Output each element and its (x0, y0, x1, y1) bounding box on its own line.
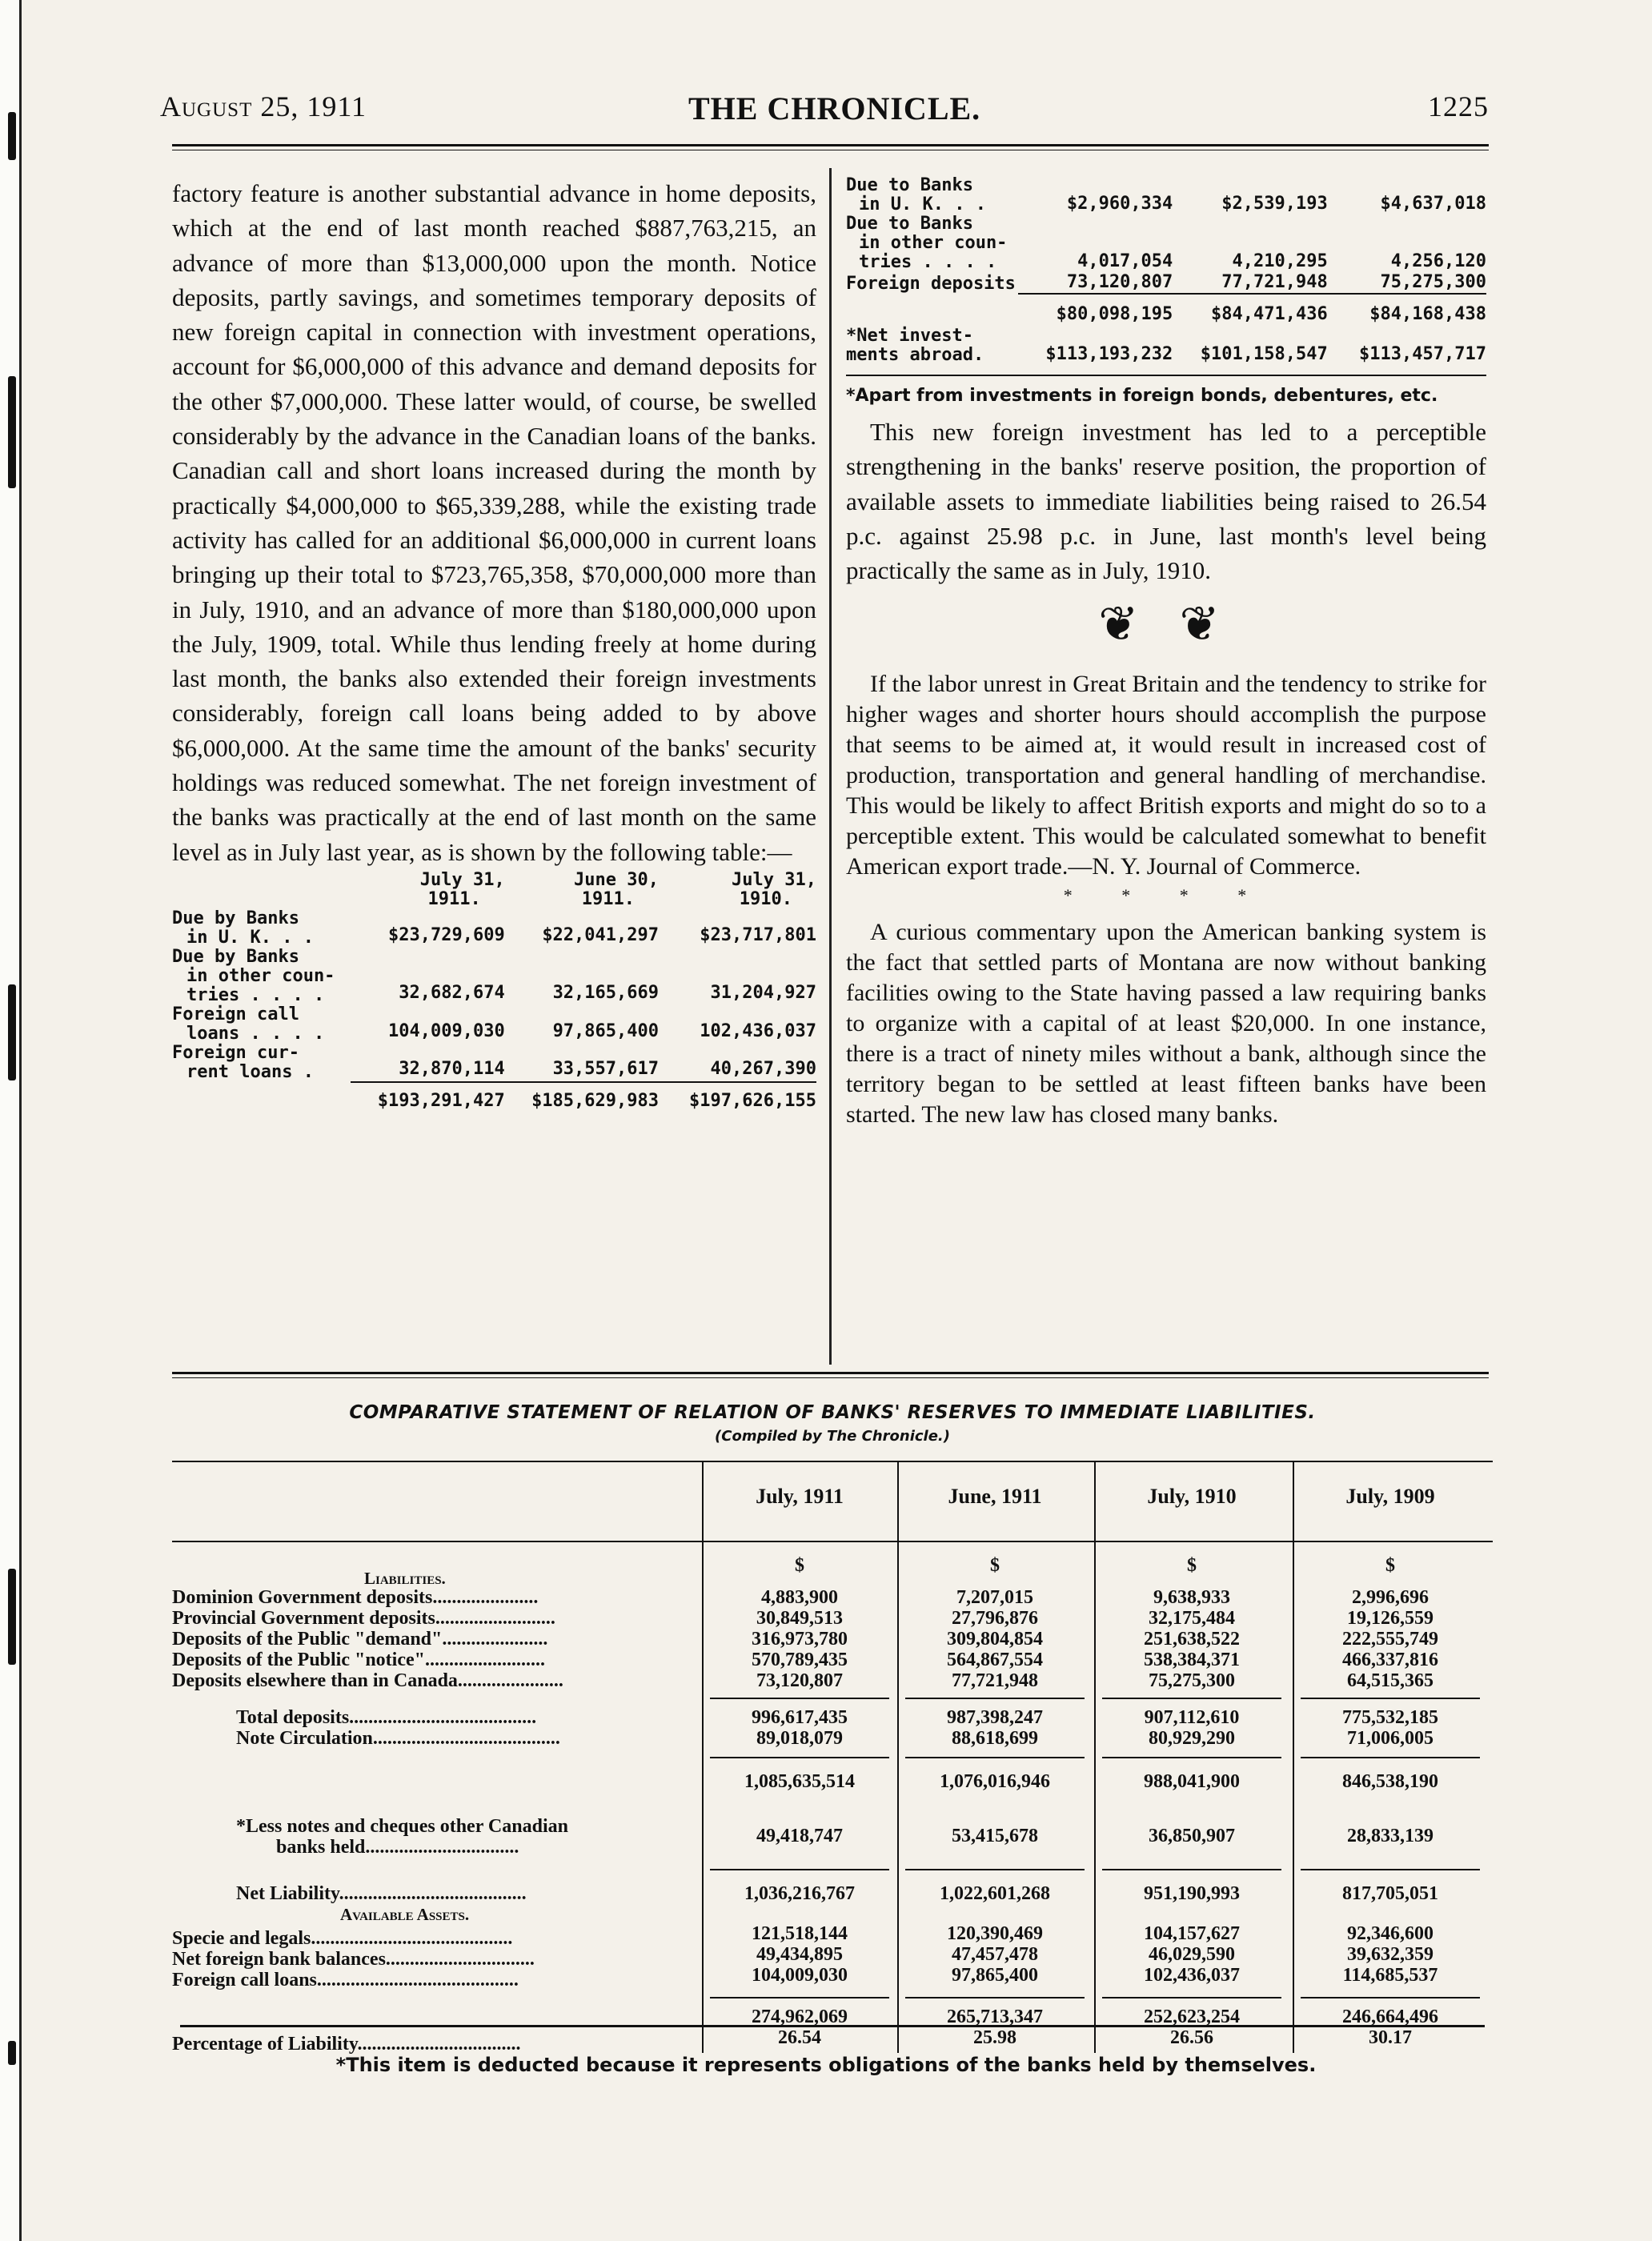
section-ornament: ❦ ❦ (1098, 598, 1234, 651)
table-cell: 775,532,185 (1342, 1707, 1438, 1728)
table-cell: 4,883,900 (761, 1587, 838, 1608)
subtotal-cell: 846,538,190 (1342, 1771, 1438, 1792)
right-column (846, 176, 1486, 1130)
row-label-line: Due by Banks (172, 946, 299, 967)
row-label: Dominion Government deposits...................... (172, 1587, 539, 1608)
table-cell: 251,638,522 (1144, 1629, 1240, 1650)
table-cell: 31,204,927 (710, 982, 816, 1003)
row-label (172, 948, 351, 1005)
row-label-line: Due to Banks (846, 175, 973, 195)
subtotal-rule (905, 1997, 1085, 1998)
table-cell: 88,618,699 (952, 1728, 1038, 1749)
row-label: Total deposits....................................... (236, 1707, 537, 1728)
subtotal-rule (710, 1698, 889, 1699)
table-row (846, 214, 1486, 272)
foreign-deposits-table (846, 176, 1486, 376)
column-header: July, 1909 (1345, 1485, 1435, 1508)
article-text: factory feature is another substantial advance in home deposits, which at the end of last month reached $887,763,215, an advance of more than $13,000,000 upon the month. Notice deposits, partly savings, and sometimes temporary deposits of new foreign capital in connection with investment operations, account for $6,000,000 of this advance and demand deposits for the other $7,000,000. These latter would, of course, be swelled considerably by the advance in the Canadian loans of the banks. Canadian call and short loans increased during the month by practically $4,000,000 to $65,339,288, while the existing trade activity has called for an additional $6,000,000 in current loans bringing up their total to $723,765,358, $70,000,000 more than in July, 1910, and an advance of more than $180,000,000 upon the July, 1909, total. While thus lending freely at home during last month, the banks also extended their foreign investments considerably, foreign call loans being added to by above $6,000,000. At the same time the amount of the banks' security holdings was reduced somewhat. The net foreign investment of the banks was practically at the end of last month on the same level as in July last year, as is shown by the following table:— (172, 179, 816, 866)
page-number: 1225 (1428, 90, 1489, 122)
bottom-rule (180, 2025, 1485, 2027)
column-header: July 31, 1911. (419, 869, 505, 909)
row-label-line: in other coun- (859, 233, 1008, 253)
table-cell: 49,418,747 (756, 1826, 843, 1846)
table-cell: $113,193,232 (1045, 344, 1173, 364)
section-rule (172, 1372, 1489, 1374)
row-label-line: tries . . . . (859, 252, 997, 272)
table-cell: 114,685,537 (1342, 1965, 1438, 1986)
subtotal-rule (1301, 1869, 1480, 1870)
row-label: Net foreign bank balances............................... (172, 1949, 535, 1970)
percentage-cell: 25.98 (973, 2027, 1016, 2048)
percentage-cell: 26.56 (1170, 2027, 1213, 2048)
subtotal-rule (1301, 1698, 1480, 1699)
subtotal-rule (1301, 1757, 1480, 1758)
table-cell: 4,256,120 (1390, 251, 1486, 271)
article-paragraph: This new foreign investment has led to a perceptible strengthening in the banks' reserve position, the proportion of available assets to immediate liabilities being raised to 26.54 p.c. against 25.98 p.c. in June, last month's level being practically the same as in July, 1910. (846, 418, 1486, 585)
table-cell: $101,158,547 (1200, 344, 1328, 364)
total-cell: $193,291,427 (351, 1082, 504, 1113)
table-cell: 53,415,678 (952, 1826, 1038, 1846)
row-label (846, 272, 1018, 294)
binding-mark (8, 1569, 16, 1665)
table-cell: $2,960,334 (1066, 194, 1173, 214)
table-cell: 36,850,907 (1149, 1826, 1235, 1846)
row-label-line: Due by Banks (172, 908, 299, 928)
subtotal-rule (710, 1997, 889, 1998)
total-label-blank (172, 1082, 351, 1113)
table-footnote: *Apart from investments in foreign bonds, debentures, etc. (846, 386, 1438, 406)
left-column (172, 176, 816, 1113)
column-header: July, 1910 (1147, 1485, 1237, 1508)
subtotal-rule (905, 1869, 1085, 1870)
row-label-line: loans . . . . (186, 1023, 325, 1044)
binding-edge (0, 0, 22, 2241)
row-label (846, 327, 1018, 365)
total-cell: $197,626,155 (659, 1082, 816, 1113)
currency-mark: $ (1187, 1555, 1197, 1576)
subtotal-rule (1102, 1698, 1281, 1699)
comparative-statement (172, 1393, 1493, 2069)
table-cell: 73,120,807 (756, 1670, 843, 1691)
subtotal-rule (1102, 1757, 1281, 1758)
column-header: July 31, 1910. (732, 869, 816, 909)
row-label (846, 214, 1018, 272)
net-liability-cell: 817,705,051 (1342, 1883, 1438, 1904)
row-label: Percentage of Liability.................................. (172, 2034, 521, 2055)
table-cell: 32,175,484 (1149, 1608, 1235, 1629)
table-cell: 2,996,696 (1352, 1587, 1429, 1608)
table-cell: 92,346,600 (1347, 1923, 1433, 1944)
binding-mark (8, 984, 16, 1080)
percentage-cell: 30.17 (1369, 2027, 1412, 2048)
total-assets-cell: 252,623,254 (1144, 2006, 1240, 2027)
table-row (172, 1005, 816, 1044)
table-row (172, 1044, 816, 1082)
binding-mark (8, 376, 16, 488)
table-cell: $23,729,609 (388, 924, 505, 945)
row-label (172, 1044, 351, 1082)
table-cell: 33,557,617 (552, 1058, 660, 1079)
table-cell: 28,833,139 (1347, 1826, 1433, 1846)
row-label-line: in U. K. . . (186, 927, 314, 948)
table-cell: 104,009,030 (752, 1965, 848, 1986)
row-label: banks held................................ (276, 1837, 519, 1858)
row-label: Deposits of the Public "demand"...................... (172, 1629, 548, 1650)
table-cell: 71,006,005 (1347, 1728, 1433, 1749)
table-cell: 4,017,054 (1077, 251, 1173, 271)
currency-mark: $ (1385, 1555, 1395, 1576)
section-heading: Liabilities. (364, 1569, 446, 1588)
table-cell: 120,390,469 (947, 1923, 1043, 1944)
table-cell: 538,384,371 (1144, 1650, 1240, 1670)
total-row (846, 294, 1486, 327)
table-cell: 309,804,854 (947, 1629, 1043, 1650)
row-label-line: *Net invest- (846, 326, 973, 346)
row-label-line: Due to Banks (846, 214, 973, 234)
rule-cell (846, 365, 1486, 375)
subtotal-rule (1102, 1869, 1281, 1870)
page-header (160, 90, 1489, 138)
table-cell: 121,518,144 (752, 1923, 848, 1944)
table-cell: 102,436,037 (1144, 1965, 1240, 1986)
table-cell: 9,638,933 (1153, 1587, 1230, 1608)
table-header-row (172, 871, 816, 909)
table-cell: 40,267,390 (710, 1058, 816, 1079)
section-rule-thin (172, 1377, 1489, 1378)
table-cell: 77,721,948 (952, 1670, 1038, 1691)
table-cell: 46,029,590 (1149, 1944, 1235, 1965)
total-row (172, 1082, 816, 1113)
table-cell: 19,126,559 (1347, 1608, 1433, 1629)
table-cell: 77,721,948 (1221, 272, 1328, 292)
table-row (172, 948, 816, 1005)
table-cell: 49,434,895 (756, 1944, 843, 1965)
binding-mark (8, 112, 16, 160)
subtotal-cell: 1,085,635,514 (744, 1771, 855, 1792)
table-rule (172, 1541, 1493, 1542)
column-header: June, 1911 (948, 1485, 1042, 1508)
table-cell: 564,867,554 (947, 1650, 1043, 1670)
rule-row (846, 365, 1486, 375)
table-cell: 996,617,435 (752, 1707, 848, 1728)
table-cell: $23,717,801 (700, 924, 816, 945)
table-cell: 30,849,513 (756, 1608, 843, 1629)
section-heading: Available Assets. (340, 1905, 470, 1924)
issue-date: August 25, 1911 (160, 90, 367, 122)
table-row (846, 272, 1486, 294)
total-cell: $185,629,983 (505, 1082, 659, 1113)
table-cell: 4,210,295 (1232, 251, 1328, 271)
table-cell: $4,637,018 (1380, 194, 1486, 214)
net-liability-cell: 951,190,993 (1144, 1883, 1240, 1904)
row-label-line: rent loans . (186, 1061, 314, 1082)
net-liability-cell: 1,036,216,767 (744, 1883, 855, 1904)
net-liability-cell: 1,022,601,268 (940, 1883, 1050, 1904)
row-label: Net Liability....................................... (236, 1883, 527, 1904)
statement-title: COMPARATIVE STATEMENT OF RELATION OF BANKS' RESERVES TO IMMEDIATE LIABILITIES. (349, 1402, 1316, 1423)
subtotal-cell: 988,041,900 (1144, 1771, 1240, 1792)
table-rule (172, 1461, 1493, 1462)
table-cell: 987,398,247 (947, 1707, 1043, 1728)
table-cell: $113,457,717 (1359, 344, 1486, 364)
row-label (846, 176, 1018, 214)
table-cell: 64,515,365 (1347, 1670, 1433, 1691)
table-row (846, 176, 1486, 214)
total-cell: $84,168,438 (1328, 294, 1486, 327)
row-label-line: tries . . . . (186, 984, 325, 1005)
table-cell: 7,207,015 (956, 1587, 1033, 1608)
foreign-investment-table (172, 871, 816, 1113)
column-header: June 30, 1911. (574, 869, 660, 909)
table-cell: 97,865,400 (952, 1965, 1038, 1986)
subtotal-cell: 1,076,016,946 (940, 1771, 1050, 1792)
total-cell: $80,098,195 (1018, 294, 1173, 327)
table-cell: 570,789,435 (752, 1650, 848, 1670)
table-cell: 27,796,876 (952, 1608, 1038, 1629)
row-label-line: Foreign cur- (172, 1042, 299, 1063)
subtotal-rule (905, 1757, 1085, 1758)
table-cell: 222,555,749 (1342, 1629, 1438, 1650)
table-cell: 32,165,669 (552, 982, 660, 1003)
total-assets-cell: 274,962,069 (752, 2006, 848, 2027)
column-header: July, 1911 (756, 1485, 844, 1508)
total-label-blank (846, 294, 1018, 327)
table-cell: 32,682,674 (399, 982, 505, 1003)
total-cell: $84,471,436 (1173, 294, 1327, 327)
table-cell: $2,539,193 (1221, 194, 1328, 214)
table-cell: 80,929,290 (1149, 1728, 1235, 1749)
row-label: Deposits elsewhere than in Canada...................... (172, 1670, 563, 1691)
row-label (172, 909, 351, 948)
statement-subtitle: (Compiled by The Chronicle.) (715, 1428, 950, 1445)
table-cell: 907,112,610 (1144, 1707, 1240, 1728)
table-cell: 75,275,300 (1380, 272, 1486, 292)
subtotal-rule (710, 1757, 889, 1758)
row-label: Provincial Government deposits......................... (172, 1608, 555, 1629)
row-label-line: ments abroad. (846, 345, 984, 365)
table-cell: 32,870,114 (399, 1058, 505, 1079)
row-label: *Less notes and cheques other Canadian (236, 1816, 568, 1837)
row-label-line: Foreign deposits (846, 274, 1016, 294)
currency-mark: $ (795, 1555, 804, 1576)
statement-footnote: *This item is deducted because it represents obligations of the banks held by themselves. (335, 2054, 1317, 2076)
total-assets-cell: 265,713,347 (947, 2006, 1043, 2027)
currency-mark: $ (990, 1555, 1000, 1576)
row-label (172, 1005, 351, 1044)
table-cell: 47,457,478 (952, 1944, 1038, 1965)
subtotal-rule (905, 1698, 1085, 1699)
subtotal-rule (1301, 1997, 1480, 1998)
table-cell: 73,120,807 (1066, 272, 1173, 292)
header-rule (172, 144, 1489, 146)
table-row (172, 909, 816, 948)
subtotal-rule (1102, 1997, 1281, 1998)
article-paragraph: A curious commentary upon the American banking system is the fact that settled parts of Montana are now without banking facilities owing to the State having passed a law requiring banks to organize with a capital of at least $20,000. In one instance, there is a tract of ninety miles without a bank, although since the territory began to be settled at least fifteen banks have been started. The new law has closed many banks. (846, 919, 1486, 1129)
row-label: Foreign call loans.......................................... (172, 1970, 519, 1990)
row-label: Specie and legals.......................................... (172, 1928, 513, 1949)
publication-title: THE CHRONICLE. (688, 90, 981, 126)
row-label-line: Foreign call (172, 1004, 299, 1024)
table-cell: 104,009,030 (388, 1020, 505, 1041)
table-cell: 102,436,037 (700, 1020, 816, 1041)
table-cell: 97,865,400 (552, 1020, 660, 1041)
section-divider: * * * * (1063, 885, 1269, 906)
statement-grid (172, 1461, 1493, 2069)
row-label-line: in U. K. . . (859, 194, 986, 214)
subtotal-rule (710, 1869, 889, 1870)
article-paragraph: If the labor unrest in Great Britain and the tendency to strike for higher wages and shorter hours should accomplish the purpose that seems to be aimed at, it would result in increased cost of production, transportation and general handling of merchandise. This would be likely to affect British exports and might do so to a perceptible extent. This would be calculated somewhat to benefit American export trade.—N. Y. Journal of Commerce. (846, 671, 1486, 880)
net-row (846, 327, 1486, 365)
table-cell: 89,018,079 (756, 1728, 843, 1749)
row-label: Note Circulation....................................... (236, 1728, 560, 1749)
table-cell: 39,632,359 (1347, 1944, 1433, 1965)
table-cell: 316,973,780 (752, 1629, 848, 1650)
total-assets-cell: 246,664,496 (1342, 2006, 1438, 2027)
row-label: Deposits of the Public "notice"......................... (172, 1650, 545, 1670)
table-cell: 466,337,816 (1342, 1650, 1438, 1670)
percentage-cell: 26.54 (778, 2027, 821, 2048)
row-label-line: in other coun- (186, 965, 335, 986)
table-cell: 75,275,300 (1149, 1670, 1235, 1691)
table-cell: $22,041,297 (542, 924, 660, 945)
column-separator (829, 168, 832, 1365)
table-cell: 104,157,627 (1144, 1923, 1240, 1944)
